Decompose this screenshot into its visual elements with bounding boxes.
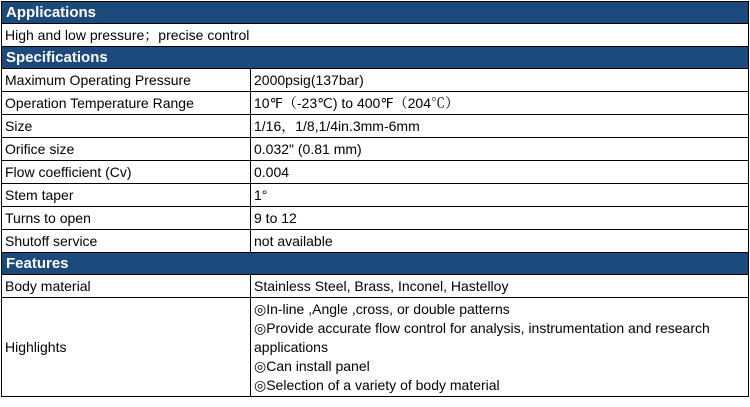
spec-label: Flow coefficient (Cv) [2, 161, 251, 184]
spec-row [2, 161, 749, 184]
spec-label: Size [2, 115, 251, 138]
spec-value: 2000psig(137bar) [251, 69, 749, 92]
highlight-item: ◎Can install panel [254, 357, 370, 374]
spec-row [2, 207, 749, 230]
features-header-row [2, 253, 749, 275]
spec-label: Stem taper [2, 184, 251, 207]
specifications-header-row [2, 47, 749, 69]
spec-row [2, 230, 749, 253]
spec-label: Operation Temperature Range [2, 92, 251, 115]
spec-value: 1° [251, 184, 749, 207]
applications-header-row [2, 2, 749, 24]
spec-table [1, 1, 749, 397]
highlight-item: ◎Provide accurate flow control for analysis, instrumentation and research applications [254, 319, 710, 355]
spec-label: Shutoff service [2, 230, 251, 253]
highlight-item: ◎Selection of a variety of body material [254, 376, 500, 393]
features-heading: Features [2, 253, 749, 275]
spec-row [2, 69, 749, 92]
spec-row [2, 184, 749, 207]
spec-label: Turns to open [2, 207, 251, 230]
spec-row [2, 92, 749, 115]
highlights-label: Highlights [2, 298, 251, 397]
specifications-heading: Specifications [2, 47, 749, 69]
spec-row [2, 138, 749, 161]
highlights-list [251, 298, 749, 397]
spec-value: 0.004 [251, 161, 749, 184]
spec-value: 9 to 12 [251, 207, 749, 230]
body-material-value: Stainless Steel, Brass, Inconel, Hastelloy [251, 275, 749, 298]
spec-row [2, 115, 749, 138]
applications-heading: Applications [2, 2, 749, 24]
applications-text: High and low pressure；precise control [2, 24, 749, 47]
body-material-label: Body material [2, 275, 251, 298]
spec-value: 10℉（-23℃) to 400℉（204℃） [251, 92, 749, 115]
body-material-row [2, 275, 749, 298]
highlight-item: ◎In-line ,Angle ,cross, or double patterns [254, 300, 510, 317]
spec-value: 1/16，1/8,1/4in.3mm-6mm [251, 115, 749, 138]
spec-value: not available [251, 230, 749, 253]
spec-value: 0.032" (0.81 mm) [251, 138, 749, 161]
applications-row [2, 24, 749, 47]
spec-label: Maximum Operating Pressure [2, 69, 251, 92]
highlights-row [2, 298, 749, 397]
spec-label: Orifice size [2, 138, 251, 161]
